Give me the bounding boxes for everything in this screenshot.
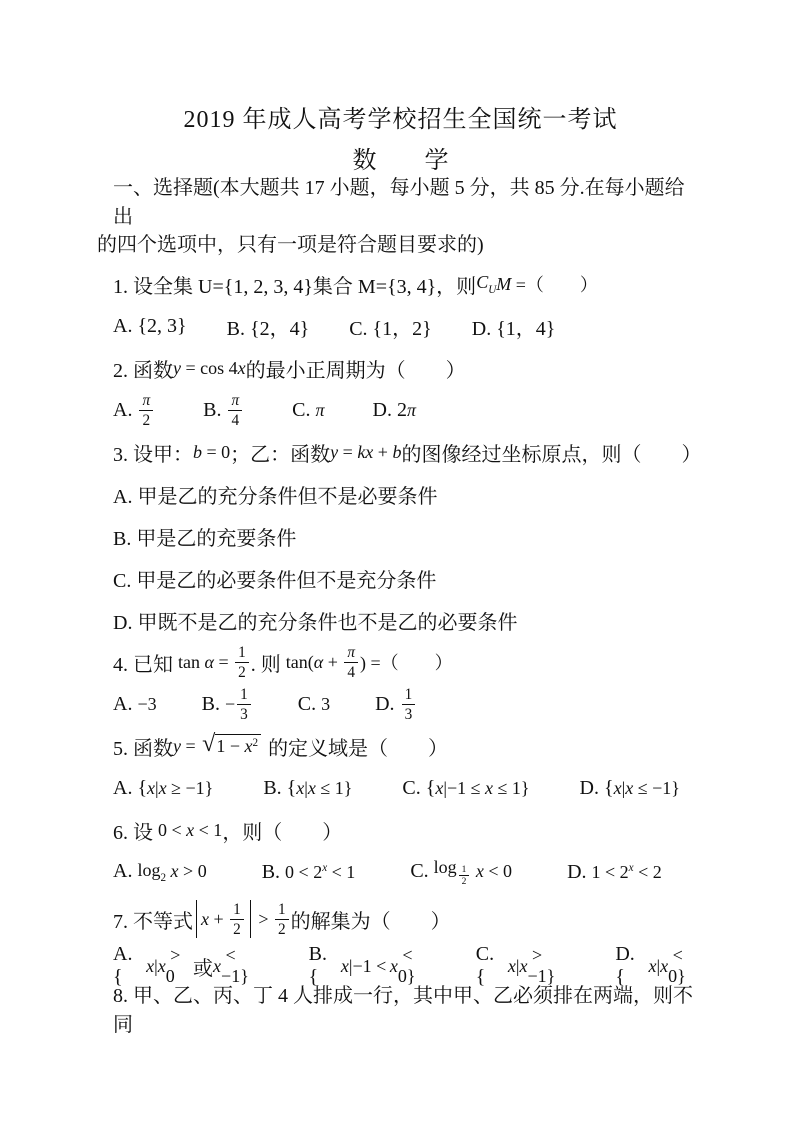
math-run-i: x [435,777,444,798]
fraction-denominator [237,704,251,724]
math-run-t: C. [292,398,316,421]
question-3-option-c: C. 甲是乙的必要条件但不是充分条件 [113,569,437,592]
math-run-n: |−1 < [348,955,391,976]
question-7-stem [113,893,704,945]
math-run-n: 1 − [216,736,245,757]
superscript [252,735,258,750]
math-run-i: U [488,284,497,297]
math-run-abs [196,900,251,939]
math-run-n: 2 [461,877,467,888]
math-run-n: = 0 [202,441,231,462]
math-run-i: kx [357,441,374,462]
math-run-n: log [433,857,457,878]
math-run-i: x [322,862,328,875]
math-run-i: y [330,441,339,462]
fraction-numerator [237,685,251,704]
subscript [457,864,472,888]
math-run-t: 2. 函数 [113,359,173,382]
math-run-n: = [338,441,358,462]
radical-sign: √ [202,730,216,757]
math-run-i: α [204,651,214,672]
question-5-stem [113,725,704,767]
question-3-stem [113,431,704,473]
question-4-stem [113,641,704,683]
math-run-t: D. [375,692,400,715]
exam-title: 2019 年成人高考学校招生全国统一考试 [183,106,618,133]
question-5-options [113,767,704,809]
math-run-t: 6. 设 [113,821,158,844]
math-run-i: y [173,357,181,378]
math-run-n: 3 [404,705,413,723]
math-run-sub [434,856,472,888]
math-run-t: A. { [113,943,138,988]
math-run-i: x [213,955,222,976]
question-4-options [113,683,704,725]
math-run-n: =（ ） [511,275,598,295]
question-6-option-c [410,856,512,888]
math-run-i: x [507,955,516,976]
math-run-n: ≤ 1} [315,777,353,798]
math-run-n: < 1 [194,819,223,840]
question-3-option-b: B. 甲是乙的充要条件 [113,527,297,550]
math-run-n: ) =（ ） [360,653,453,673]
math-run-i: x [628,862,634,875]
fraction-denominator [344,662,358,682]
math-run-frac [139,391,153,430]
math-run-sup [620,860,634,883]
math-run-i: α [313,651,324,672]
math-run-n: < −1} [221,945,249,986]
math-run-t: D. { [615,943,640,988]
fraction-numerator [402,685,416,704]
script-base [137,859,160,881]
question-3-option-d: D. 甲既不是乙的充分条件也不是乙的必要条件 [113,611,518,634]
math-run-n: tan [178,651,205,672]
math-run-t: A. [113,398,138,421]
question-5-option-b [263,777,352,800]
script-base [434,856,457,878]
math-run-n: = [181,735,201,756]
math-run-t: B. [203,398,227,421]
math-run-n: ≥ −1} [166,777,214,798]
math-run-n: ≤ 1} [493,777,530,798]
math-run-frac [402,685,416,724]
math-run-i: x [244,736,253,757]
question-4-option-c [298,693,330,716]
math-run-n: 1 [240,685,248,703]
math-run-sub [476,271,496,298]
math-run-n: | [304,777,308,798]
question-6-option-b [262,860,356,883]
math-run-t: ；乙：函数 [230,443,331,466]
fraction-denominator [139,410,153,430]
fraction-numerator [235,643,249,662]
math-run-n: 1 [277,900,286,918]
math-run-n: 3 [240,705,248,723]
fraction-denominator [230,919,244,939]
math-run-frac [228,391,242,430]
math-run-frac [235,643,249,682]
math-run-t: ，则（ ） [222,821,343,844]
math-run-n: 2 [619,861,629,882]
math-run-n: = [213,651,234,672]
math-run-t: 5. 函数 [113,737,173,760]
question-1-stem [113,263,704,305]
math-run-n: | [155,777,159,798]
math-run-i: x [485,777,494,798]
math-run-t: C. [410,860,434,883]
math-run-i: x [648,955,657,976]
math-run-n: 0 < [285,861,314,882]
math-run-i: π [406,399,416,420]
math-run-n: 0 < [158,819,187,840]
question-1-option-c: C. {1，2} [349,317,432,340]
math-run-n: | [154,955,158,976]
math-run-t: A. [113,692,138,715]
math-run-t: 7. 不等式 [113,910,193,933]
fraction-denominator [459,875,470,888]
math-run-n: | [656,955,661,976]
math-run-n: > [253,908,273,929]
math-run-t: D. { [579,776,614,799]
math-run-n: > 0 [165,945,185,986]
math-run-i: x [613,777,622,798]
question-1-options [113,305,704,347]
fraction-numerator [228,391,242,410]
math-run-i: x [170,861,179,882]
math-run-n: < 0} [397,945,417,986]
question-2-options [113,389,704,431]
question-4-option-d [375,685,417,724]
math-run-i: x [307,777,316,798]
math-run-t: 3. 设甲： [113,443,193,466]
math-run-sub [137,859,166,886]
math-run-t: 的最小正周期为（ ） [245,359,466,382]
math-run-frac [344,643,358,682]
math-run-n: < 1 [327,861,356,882]
math-run-t: C. [297,692,322,715]
question-1-option-b: B. {2，4} [226,317,310,340]
math-run-frac [459,864,470,888]
math-run-i: x [340,955,349,976]
math-run-i: x [389,955,398,976]
math-run-n: + [373,441,393,462]
math-run-i: x [237,357,246,378]
exam-subject: 数 学 [352,147,449,174]
math-run-n: 3 [321,693,331,714]
question-2-stem [113,347,704,389]
math-run-i: x [146,955,155,976]
fraction-denominator [402,704,416,724]
math-run-n: 1 < [591,861,620,882]
math-run-n: > −1} [527,945,556,986]
question-1-option-d: D. {1，4} [471,317,556,340]
question-5-option-c [402,777,529,800]
question-6-option-d [567,860,662,883]
math-run-i: M [496,273,512,294]
math-run-sqrt [202,730,261,758]
math-run-t: B. { [263,776,297,799]
math-run-i: x [625,777,634,798]
math-run-n: > 0 [178,861,207,882]
fraction-numerator [459,864,470,876]
script-base [620,861,629,883]
math-run-n: − [224,693,236,714]
math-run-t: B. { [308,943,332,988]
math-run-t: B. [261,860,286,883]
question-2-option-c [292,399,324,422]
fraction-denominator [275,919,289,939]
math-run-n: 4 [231,411,240,429]
math-run-sup [313,860,327,883]
fraction-numerator [230,900,244,919]
math-run-t: 的图像经过坐标原点，则（ ） [401,443,702,466]
question-5-option-a [113,777,213,800]
math-run-n: = cos 4 [181,357,238,378]
math-run-n: 4 [347,663,356,681]
math-run-n: 1 [233,900,241,918]
math-run-i: y [173,735,181,756]
math-run-n: 2 [252,736,259,749]
question-1-option-a: A. {2, 3} [113,314,187,337]
math-run-i: C [476,271,489,292]
math-run-frac [237,685,251,724]
math-run-t: C. { [475,943,500,988]
math-run-t: 的解集为（ ） [290,910,451,933]
math-run-n: tan( [285,651,314,672]
math-run-i: x [519,955,528,976]
math-run-t: 4. 已知 [113,653,178,676]
math-run-t: D. 2 [372,398,407,421]
math-run-frac [230,900,244,939]
math-run-n: |−1 ≤ [443,777,486,798]
math-run-i: x [201,908,209,929]
question-6-stem [113,809,704,851]
question-4-option-b [202,685,253,724]
radicand [215,734,261,758]
math-run-i: b [392,441,402,462]
question-2-option-a [113,391,155,430]
math-run-i: b [193,441,202,462]
math-run-n: < 2 [633,861,662,882]
math-run-t: B. [201,692,225,715]
math-run-t: . 则 [250,653,286,676]
question-4-option-a [113,693,157,716]
math-run-n: ≤ −1} [633,777,680,798]
math-run-n: 2 [238,663,246,681]
math-run-t: 或 [193,957,214,980]
math-run-n: + [323,651,343,672]
script-base [476,271,488,293]
math-run-i: π [347,643,356,661]
math-run-t: 1. 设全集 U={1, 2, 3, 4}集合 M={3, 4}，则 [113,275,477,298]
fraction-denominator [235,662,249,682]
math-run-sup [252,735,258,757]
math-run-n: 2 [277,920,286,938]
math-run-n: 2 [313,861,323,882]
math-run-frac [275,900,289,939]
math-run-i: x [186,819,195,840]
math-run-n: < 0 [483,861,513,882]
math-run-n: < 0} [668,945,688,986]
fraction-numerator [275,900,289,919]
fraction-numerator [344,643,358,662]
math-run-i: x [158,777,167,798]
math-run-i: x [475,861,484,882]
math-run-n: 2 [142,411,151,429]
question-2-option-d [373,399,416,422]
question-6-option-a [113,859,207,886]
math-run-n: + [209,908,229,929]
math-run-i: x [296,777,305,798]
math-run-n: 2 [233,920,241,938]
math-run-t: 的定义域是（ ） [263,737,449,760]
question-3-option-a: A. 甲是乙的充分条件但不是必要条件 [113,485,438,508]
math-run-n: | [621,777,626,798]
math-run-t: A. { [113,776,148,799]
section-heading-line1: 一、选择题(本大题共 17 小题，每小题 5 分，共 85 分.在每小题给出 [113,177,685,228]
question-6-options [113,851,704,893]
math-run-t: D. [567,860,592,883]
math-run-n: 1 [238,643,246,661]
math-run-n: log [137,859,161,880]
math-run-n: | [515,955,520,976]
script-base [313,861,322,883]
math-run-n: 1 [404,685,413,703]
question-8-stem: 8. 甲、乙、丙、丁 4 人排成一行，其中甲、乙必须排在两端，则不同 [113,985,693,1036]
question-5-option-d [580,777,680,800]
math-run-i: x [157,955,166,976]
math-run-t: A. [113,860,138,883]
math-run-t: C. { [402,776,436,799]
question-2-option-b [203,391,244,430]
math-run-i: π [231,391,240,409]
math-run-i: π [315,399,325,420]
fraction-denominator [228,410,242,430]
math-run-n: 2 [160,872,167,885]
section-heading-line2: 的四个选项中，只有一项是符合题目要求的) [97,233,484,256]
fraction-numerator [139,391,153,410]
math-run-i: π [142,391,151,409]
math-run-i: x [660,955,669,976]
math-run-n: 1 [461,864,467,875]
math-run-n: −3 [137,693,157,714]
math-run-i: x [147,777,156,798]
